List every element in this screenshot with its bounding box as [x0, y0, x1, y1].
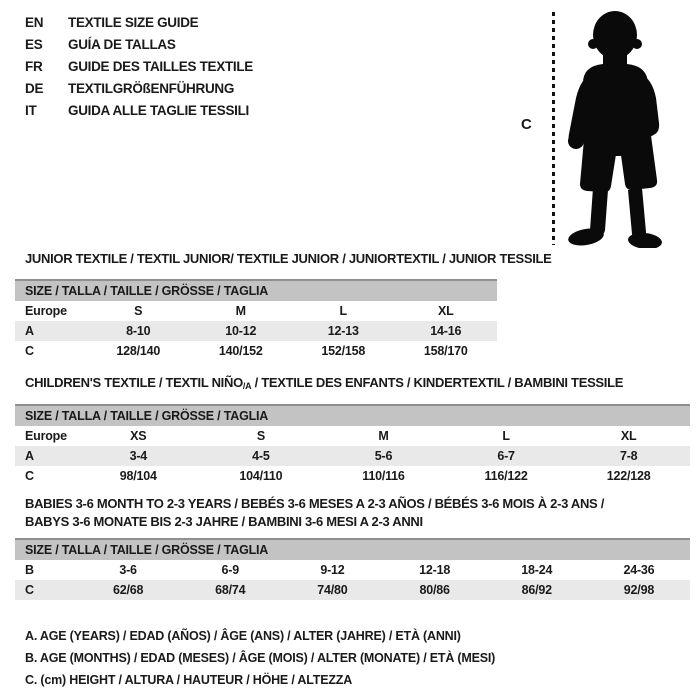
- children-size-table: [15, 374, 690, 486]
- language-code: FR: [25, 59, 43, 74]
- table-row: [15, 301, 497, 321]
- value-cell: 110/116: [362, 469, 405, 483]
- language-row: [25, 56, 253, 78]
- value-cell: 18-24: [521, 563, 553, 577]
- table-title-line: CHILDREN'S TEXTILE / TEXTIL NIÑO/A / TEXTILE DES ENFANTS / KINDERTEXTIL / BAMBINI TESSILE: [25, 375, 624, 391]
- language-code: DE: [25, 81, 44, 96]
- footnote-list: [25, 625, 495, 691]
- language-title: GUÍA DE TALLAS: [68, 37, 176, 52]
- language-code: IT: [25, 103, 37, 118]
- footnote-line: B. AGE (MONTHS) / EDAD (MESES) / ÂGE (MOIS) / ALTER (MONATE) / ETÀ (MESI): [25, 651, 496, 665]
- value-cell: L: [339, 304, 347, 318]
- baby-toddler-silhouette-icon: [560, 8, 695, 248]
- babies-size-table: [15, 495, 690, 600]
- table-row: [15, 426, 690, 446]
- language-title: GUIDE DES TAILLES TEXTILE: [68, 59, 254, 74]
- table-title: [25, 495, 690, 531]
- language-title: TEXTILGRÖßENFÜHRUNG: [68, 81, 235, 96]
- language-title-list: [25, 12, 253, 122]
- value-cell: 12-13: [327, 324, 359, 338]
- value-cell: 74/80: [317, 583, 348, 597]
- value-cell: 7-8: [619, 449, 638, 463]
- row-label-cell: Europe: [25, 304, 67, 318]
- table-body: [15, 426, 690, 486]
- row-label-cell: Europe: [25, 429, 67, 443]
- table-title: [25, 374, 690, 393]
- table-row: [15, 321, 497, 341]
- height-dashed-line: [552, 12, 555, 245]
- value-cell: 3-4: [129, 449, 148, 463]
- height-measure-label: C: [521, 116, 532, 133]
- value-cell: 68/74: [215, 583, 246, 597]
- value-cell: 86/92: [521, 583, 552, 597]
- value-cell: 116/122: [484, 469, 528, 483]
- value-cell: 14-16: [430, 324, 462, 338]
- language-row: [25, 100, 253, 122]
- value-cell: 24-36: [623, 563, 655, 577]
- table-title-line: JUNIOR TEXTILE / TEXTIL JUNIOR/ TEXTILE JUNIOR / JUNIORTEXTIL / JUNIOR TESSILE: [25, 251, 552, 266]
- table-title: [25, 250, 552, 268]
- footnote-line: C. (cm) HEIGHT / ALTURA / HAUTEUR / HÖHE / ALTEZZA: [25, 673, 353, 687]
- value-cell: XL: [437, 304, 454, 318]
- value-cell: 5-6: [374, 449, 393, 463]
- table-header: SIZE / TALLA / TAILLE / GRÖSSE / TAGLIA: [15, 279, 497, 301]
- value-cell: M: [378, 429, 389, 443]
- table-row: [15, 580, 690, 600]
- value-cell: 104/110: [239, 469, 283, 483]
- value-cell: 9-12: [320, 563, 345, 577]
- table-row: [15, 341, 497, 361]
- language-title: TEXTILE SIZE GUIDE: [68, 15, 199, 30]
- row-label-cell: A: [25, 449, 34, 463]
- table-header: SIZE / TALLA / TAILLE / GRÖSSE / TAGLIA: [15, 404, 690, 426]
- value-cell: 8-10: [126, 324, 151, 338]
- value-cell: L: [502, 429, 510, 443]
- value-cell: 10-12: [225, 324, 257, 338]
- row-label-cell: C: [25, 469, 34, 483]
- language-row: [25, 78, 253, 100]
- value-cell: 80/86: [419, 583, 450, 597]
- table-row: [15, 466, 690, 486]
- junior-size-table: [15, 250, 552, 361]
- value-cell: 92/98: [623, 583, 655, 597]
- value-cell: S: [256, 429, 265, 443]
- value-cell: 140/152: [218, 344, 263, 358]
- value-cell: 6-9: [221, 563, 239, 577]
- value-cell: 98/104: [119, 469, 157, 483]
- table-body: [15, 301, 497, 361]
- value-cell: XS: [130, 429, 147, 443]
- row-label-cell: A: [25, 324, 34, 338]
- value-cell: 128/140: [116, 344, 161, 358]
- value-cell: XL: [620, 429, 637, 443]
- row-label-cell: C: [25, 583, 34, 597]
- baby-figure: [515, 8, 700, 250]
- language-title: GUIDA ALLE TAGLIE TESSILI: [68, 103, 249, 118]
- language-row: [25, 12, 253, 34]
- value-cell: 3-6: [119, 563, 137, 577]
- value-cell: 62/68: [112, 583, 144, 597]
- value-cell: 12-18: [419, 563, 451, 577]
- table-header: SIZE / TALLA / TAILLE / GRÖSSE / TAGLIA: [15, 538, 690, 560]
- value-cell: 122/128: [606, 469, 651, 483]
- row-label-cell: C: [25, 344, 34, 358]
- value-cell: 158/170: [423, 344, 468, 358]
- language-code: ES: [25, 37, 43, 52]
- value-cell: 152/158: [321, 344, 366, 358]
- language-code: EN: [25, 15, 44, 30]
- value-cell: S: [134, 304, 143, 318]
- table-row: [15, 560, 690, 580]
- table-row: [15, 446, 690, 466]
- value-cell: 4-5: [252, 449, 270, 463]
- subscript-text: /A: [242, 381, 252, 391]
- footnote-line: A. AGE (YEARS) / EDAD (AÑOS) / ÂGE (ANS) / ALTER (JAHRE) / ETÀ (ANNI): [25, 629, 461, 643]
- language-row: [25, 34, 253, 56]
- table-body: [15, 560, 690, 600]
- value-cell: 6-7: [497, 449, 515, 463]
- table-title-line: BABIES 3-6 MONTH TO 2-3 YEARS / BEBÉS 3-6 MESES A 2-3 AÑOS / BÉBÉS 3-6 MOIS À 2-3 ANS /: [25, 496, 605, 511]
- value-cell: M: [235, 304, 246, 318]
- row-label-cell: B: [25, 563, 34, 577]
- table-title-line: BABYS 3-6 MONATE BIS 2-3 JAHRE / BAMBINI 3-6 MESI A 2-3 ANNI: [25, 514, 423, 529]
